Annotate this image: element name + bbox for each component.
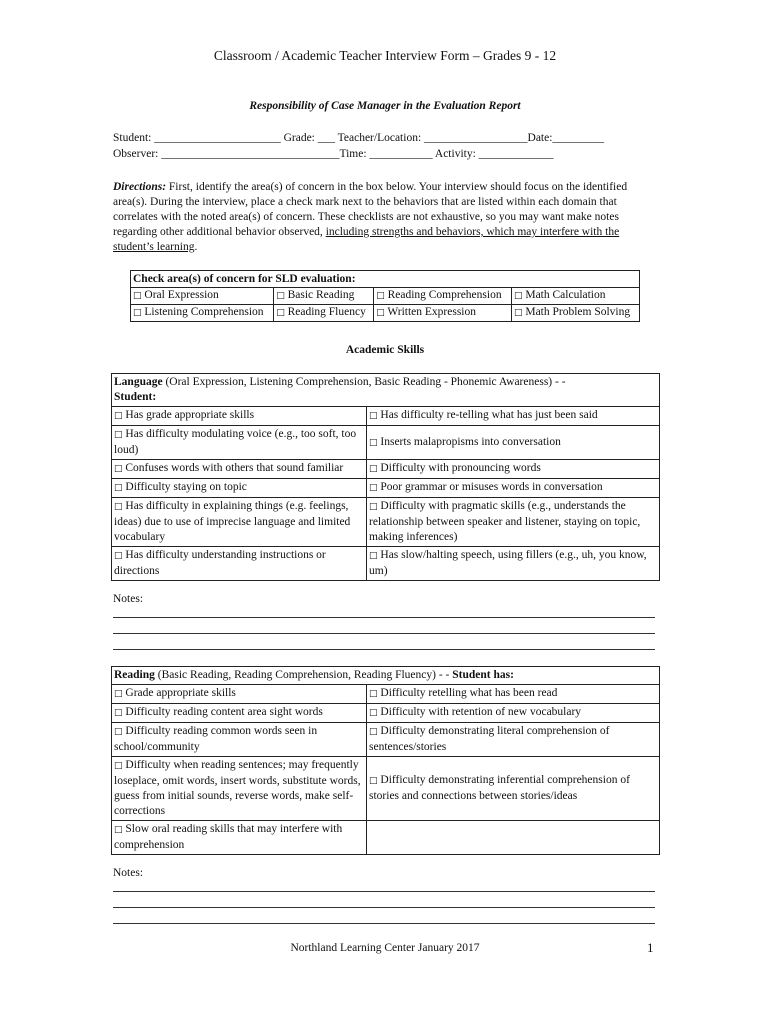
language-cell[interactable]	[112, 460, 367, 479]
checkbox-icon[interactable]: □	[114, 761, 123, 771]
student-info-line[interactable]: Student: ______________________ Grade: ___ Teacher/Location: __________________Date:_________	[113, 132, 605, 144]
reading-header-bold: Reading	[114, 669, 155, 681]
concern-label: Listening Comprehension	[144, 306, 264, 318]
language-row	[112, 479, 660, 498]
reading-row	[112, 685, 660, 704]
reading-notes-line[interactable]	[113, 923, 655, 924]
concern-label: Basic Reading	[287, 289, 355, 301]
directions-label: Directions:	[113, 181, 167, 193]
checkbox-icon[interactable]: □	[369, 483, 378, 493]
reading-item-label: Grade appropriate skills	[125, 687, 236, 699]
checkbox-icon[interactable]: □	[114, 727, 123, 737]
reading-cell[interactable]	[112, 685, 367, 704]
directions-end: .	[194, 241, 198, 253]
concern-table	[130, 270, 640, 322]
reading-header-student: Student has:	[452, 669, 514, 681]
checkbox-icon[interactable]: □	[114, 689, 123, 699]
language-cell[interactable]	[367, 547, 660, 581]
reading-notes-line[interactable]	[113, 891, 655, 892]
checkbox-icon[interactable]: □	[114, 464, 123, 474]
language-item-label: Has slow/halting speech, using fillers (e.g., uh, you know, um)	[369, 549, 647, 577]
language-notes-line[interactable]	[113, 633, 655, 634]
checkbox-icon[interactable]: □	[114, 708, 123, 718]
language-item-label: Has grade appropriate skills	[125, 409, 255, 421]
concern-checkbox-reading-comprehension[interactable]	[374, 288, 512, 305]
concern-checkbox-listening-comprehension[interactable]	[131, 305, 274, 322]
language-item-label: Confuses words with others that sound familiar	[125, 462, 344, 474]
concern-checkbox-written-expression[interactable]	[374, 305, 512, 322]
language-cell[interactable]	[367, 426, 660, 460]
language-header	[112, 374, 660, 407]
reading-cell[interactable]	[367, 685, 660, 704]
checkbox-icon[interactable]: □	[369, 411, 378, 421]
language-notes-line[interactable]	[113, 617, 655, 618]
directions-paragraph	[113, 180, 643, 255]
reading-row	[112, 704, 660, 723]
language-row	[112, 426, 660, 460]
language-cell[interactable]	[112, 407, 367, 426]
directions-text: First, identify the area(s) of concern in the box below. Your interview should focus on the identified area(s). During the interview, place a check mark next to the behaviors that are listed within each domain that correlates with the noted area(s) of concern. These checklists are not exhaustive, so you may want make notes regarding other additional behavior observed,	[113, 181, 628, 238]
reading-item-label: Difficulty retelling what has been read	[380, 687, 558, 699]
checkbox-icon[interactable]: □	[376, 291, 385, 301]
concern-header: Check area(s) of concern for SLD evaluation:	[131, 271, 640, 288]
reading-notes-label: Notes:	[113, 867, 144, 879]
concern-checkbox-reading-fluency[interactable]	[274, 305, 374, 322]
concern-label: Written Expression	[387, 306, 477, 318]
language-cell[interactable]	[367, 479, 660, 498]
language-item-label: Has difficulty re-telling what has just been said	[380, 409, 598, 421]
checkbox-icon[interactable]: □	[114, 825, 123, 835]
language-item-label: Has difficulty in explaining things (e.g. feelings, ideas) due to use of imprecise language and limited vocabulary	[114, 500, 351, 543]
concern-checkbox-math-problem-solving[interactable]	[511, 305, 639, 322]
concern-label: Reading Fluency	[287, 306, 366, 318]
concern-checkbox-math-calculation[interactable]	[511, 288, 639, 305]
reading-table	[111, 666, 660, 855]
reading-cell[interactable]	[112, 757, 367, 821]
language-cell[interactable]	[112, 426, 367, 460]
language-notes-label: Notes:	[113, 593, 144, 605]
directions-underlined-text: including strengths and behaviors, which may interfere with the student’s learning	[113, 226, 620, 253]
checkbox-icon[interactable]: □	[513, 308, 523, 318]
reading-cell[interactable]	[367, 704, 660, 723]
reading-cell[interactable]	[367, 723, 660, 757]
reading-item-label: Difficulty demonstrating inferential comprehension of stories and connections between stories/ideas	[369, 774, 630, 802]
concern-label: Oral Expression	[144, 289, 219, 301]
reading-cell[interactable]	[112, 723, 367, 757]
checkbox-icon[interactable]: □	[276, 291, 285, 301]
reading-header	[112, 667, 660, 685]
checkbox-icon[interactable]: □	[376, 308, 385, 318]
reading-cell[interactable]	[112, 704, 367, 723]
language-notes-line[interactable]	[113, 649, 655, 650]
reading-notes-line[interactable]	[113, 907, 655, 908]
language-table	[111, 373, 660, 581]
language-header-bold: Language	[114, 376, 163, 388]
checkbox-icon[interactable]: □	[369, 776, 378, 786]
language-item-label: Has difficulty modulating voice (e.g., too soft, too loud)	[114, 428, 357, 456]
language-item-label: Difficulty staying on topic	[125, 481, 247, 493]
reading-cell[interactable]	[367, 757, 660, 821]
language-cell[interactable]	[112, 498, 367, 547]
checkbox-icon[interactable]: □	[114, 411, 123, 421]
page-number: 1	[647, 940, 654, 955]
footer-text: Northland Learning Center January 2017	[290, 942, 480, 954]
language-cell[interactable]	[367, 407, 660, 426]
language-item-label: Inserts malapropisms into conversation	[380, 435, 561, 448]
checkbox-icon[interactable]: □	[369, 464, 378, 474]
language-cell[interactable]	[367, 460, 660, 479]
checkbox-icon[interactable]: □	[369, 689, 378, 699]
language-item-label: Poor grammar or misuses words in conversation	[380, 481, 603, 493]
checkbox-icon[interactable]: □	[276, 308, 285, 318]
reading-row	[112, 757, 660, 821]
reading-item-label: Difficulty reading content area sight words	[125, 706, 323, 718]
language-cell[interactable]	[112, 547, 367, 581]
reading-row	[112, 821, 660, 855]
checkbox-icon[interactable]: □	[369, 727, 378, 737]
language-row	[112, 407, 660, 426]
page-title: Classroom / Academic Teacher Interview Form – Grades 9 - 12	[213, 48, 557, 63]
checkbox-icon[interactable]: □	[114, 551, 123, 561]
concern-label: Math Calculation	[525, 289, 606, 301]
checkbox-icon[interactable]: □	[133, 308, 142, 318]
language-row	[112, 547, 660, 581]
concern-checkbox-basic-reading[interactable]	[274, 288, 374, 305]
reading-item-label: Difficulty when reading sentences; may frequently loseplace, omit words, insert words, substitute words, guess from initial sounds, reverse words, make self- corrections	[114, 759, 361, 817]
reading-item-label: Difficulty reading common words seen in school/community	[114, 725, 318, 753]
language-item-label: Difficulty with pronouncing words	[380, 462, 541, 474]
checkbox-icon[interactable]: □	[369, 502, 378, 512]
concern-checkbox-oral-expression[interactable]	[131, 288, 274, 305]
checkbox-icon[interactable]: □	[133, 291, 142, 301]
language-row	[112, 460, 660, 479]
language-cell[interactable]	[112, 479, 367, 498]
checkbox-icon[interactable]: □	[114, 502, 123, 512]
language-item-label: Difficulty with pragmatic skills (e.g., understands the relationship between speaker and listener, staying on topic, making inferences)	[369, 500, 641, 543]
reading-cell	[367, 821, 660, 855]
language-header-rest: (Oral Expression, Listening Comprehension, Basic Reading - Phonemic Awareness) - -	[162, 376, 566, 388]
checkbox-icon[interactable]: □	[369, 551, 378, 561]
reading-item-label: Slow oral reading skills that may interfere with comprehension	[114, 823, 343, 851]
checkbox-icon[interactable]: □	[114, 430, 123, 440]
checkbox-icon[interactable]: □	[369, 437, 378, 448]
reading-row	[112, 723, 660, 757]
language-header-student: Student:	[114, 391, 157, 403]
checkbox-icon[interactable]: □	[513, 291, 523, 301]
language-item-label: Has difficulty understanding instructions or directions	[114, 549, 326, 577]
reading-item-label: Difficulty with retention of new vocabulary	[380, 706, 582, 718]
checkbox-icon[interactable]: □	[369, 708, 378, 718]
checkbox-icon[interactable]: □	[114, 483, 123, 493]
observer-info-line[interactable]: Observer: _______________________________Time: ___________ Activity: _____________	[113, 148, 554, 160]
academic-skills-title: Academic Skills	[345, 344, 425, 356]
reading-item-label: Difficulty demonstrating literal comprehension of sentences/stories	[369, 725, 610, 753]
language-cell[interactable]	[367, 498, 660, 547]
language-row	[112, 498, 660, 547]
reading-cell[interactable]	[112, 821, 367, 855]
page-subtitle: Responsibility of Case Manager in the Evaluation Report	[249, 100, 521, 112]
concern-label: Math Problem Solving	[525, 306, 631, 318]
concern-label: Reading Comprehension	[387, 289, 502, 301]
reading-header-rest: (Basic Reading, Reading Comprehension, Reading Fluency) - -	[154, 669, 453, 681]
